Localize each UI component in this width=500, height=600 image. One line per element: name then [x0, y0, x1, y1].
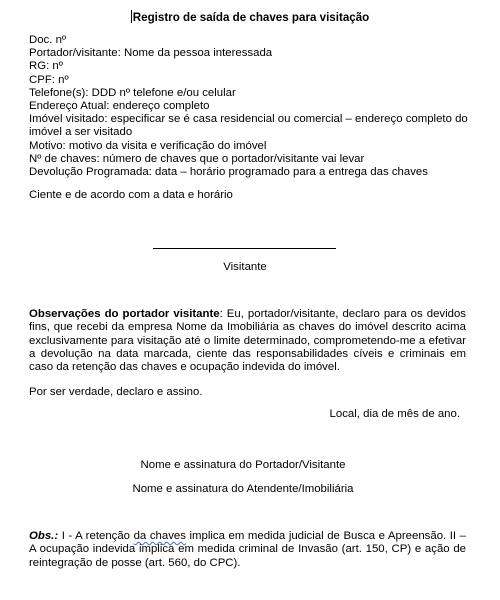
- field-doc-number: Doc. nº: [29, 34, 67, 46]
- agent-name-signature: Nome e assinatura do Atendente/Imobiliária: [132, 483, 354, 495]
- document-title: [0, 10, 500, 24]
- visitor-name-signature: Nome e assinatura do Portador/Visitante: [140, 459, 346, 471]
- visitor-signature-label: Visitante: [223, 261, 267, 273]
- legal-note-text-before: I - A retenção: [58, 530, 134, 542]
- field-scheduled-return: Devolução Programada: data – horário programado para a entrega das chaves: [29, 166, 428, 179]
- legal-note-label: Obs.:: [29, 530, 59, 542]
- visitor-signature-line: [153, 248, 336, 249]
- visitor-fields: [29, 34, 469, 179]
- field-reason: Motivo: motivo da visita e verificação do imóvel: [29, 139, 267, 152]
- visitor-observations-label: Observações do portador visitante: [29, 308, 220, 320]
- agreement-statement: Ciente e de acordo com a data e horário: [29, 189, 233, 201]
- visitor-observations-text: : Eu, portador/visitante, declaro para os devidos fins, que recebi da empresa Nome da Imobiliária as chaves do imóvel descrito acima exclusivamente para visitação até o limite determinado, comprometendo-me a efetivar a devolução na data marcada, ciente das responsabilidades cíveis e criminais em caso da retenção das chaves e ocupação indevida do imóvel.: [29, 308, 466, 374]
- document-title-text: Registro de saída de chaves para visitação: [132, 11, 370, 24]
- legal-note-text-after: implica em medida judicial de Busca e Apreensão. II – A ocupação indevida implica em medida criminal de Invasão (art. 150, CP) e ação de reintegração de posse (art. 560, do CPC).: [29, 530, 466, 569]
- field-key-count: Nº de chaves: número de chaves que o portador/visitante vai levar: [29, 152, 365, 165]
- legal-note: [29, 530, 466, 570]
- truth-declaration: Por ser verdade, declaro e assino.: [29, 386, 203, 398]
- field-rg: RG: nº: [29, 60, 63, 73]
- spellcheck-flagged-text[interactable]: da chaves: [133, 530, 186, 542]
- field-visitor-name: Portador/visitante: Nome da pessoa interessada: [29, 47, 273, 60]
- text-cursor: [131, 10, 132, 23]
- field-address: Endereço Atual: endereço completo: [29, 100, 210, 113]
- place-date-line: Local, dia de mês de ano.: [329, 408, 460, 420]
- field-property: Imóvel visitado: especificar se é casa residencial ou comercial – endereço completo do imóvel a ser visitado: [29, 113, 468, 139]
- field-cpf: CPF: nº: [29, 73, 69, 86]
- field-phone: Telefone(s): DDD nº telefone e/ou celular: [29, 86, 236, 99]
- visitor-observations: [29, 308, 466, 374]
